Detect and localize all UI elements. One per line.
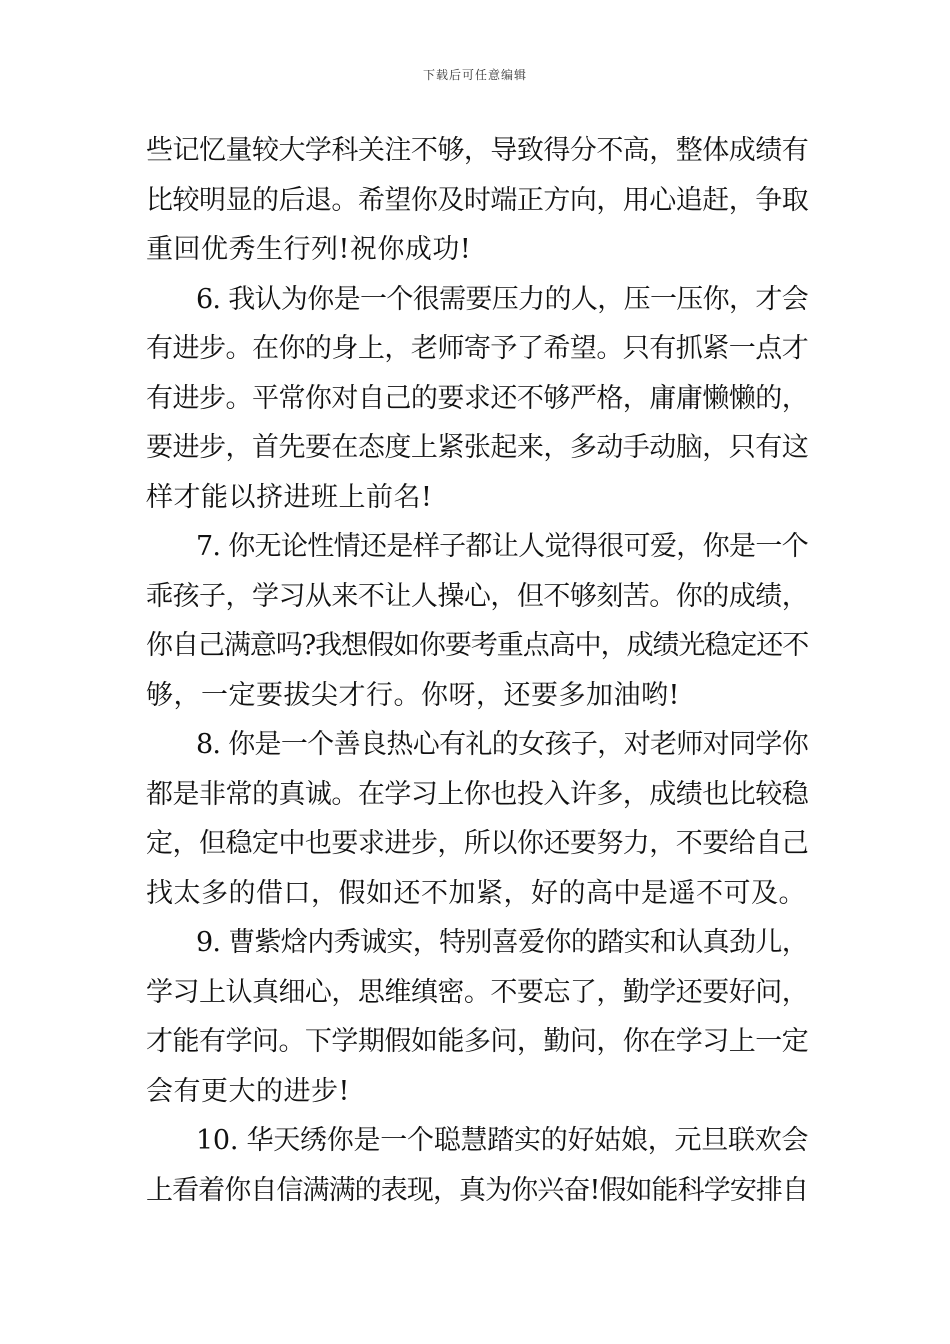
- text-line: 8. 你是一个善良热心有礼的女孩子，对老师对同学你: [196, 729, 808, 760]
- text-line: 够，一定要拔尖才行。你呀，还要多加油哟!: [146, 679, 680, 711]
- text-line: 些记忆量较大学科关注不够，导致得分不高，整体成绩有: [146, 135, 808, 166]
- text-line: 样才能以挤进班上前名!: [146, 481, 433, 513]
- text-line: 定，但稳定中也要求进步，所以你还要努力，不要给自己: [146, 828, 808, 859]
- text-line: 7. 你无论性情还是样子都让人觉得很可爱，你是一个: [196, 531, 808, 562]
- text-line: 找太多的借口，假如还不加紧，好的高中是遥不可及。: [146, 877, 806, 909]
- text-line: 学习上认真细心，思维缜密。不要忘了，勤学还要好问，: [146, 976, 808, 1008]
- text-line: 有进步。平常你对自己的要求还不够严格，庸庸懒懒的，: [146, 382, 808, 414]
- text-line: 才能有学问。下学期假如能多问，勤问，你在学习上一定: [146, 1026, 808, 1057]
- text-line: 重回优秀生行列!祝你成功!: [146, 234, 472, 265]
- text-line: 你自己满意吗?我想假如你要考重点高中，成绩光稳定还不: [146, 630, 808, 661]
- text-line: 会有更大的进步!: [146, 1075, 350, 1107]
- text-line: 有进步。在你的身上，老师寄予了希望。只有抓紧一点才: [146, 333, 808, 364]
- text-line: 要进步，首先要在态度上紧张起来，多动手动脑，只有这: [146, 432, 808, 463]
- text-line: 上看着你自信满满的表现，真为你兴奋!假如能科学安排自: [146, 1174, 808, 1206]
- text-line: 比较明显的后退。希望你及时端正方向，用心追赶，争取: [146, 184, 808, 216]
- document-body: [146, 126, 808, 1215]
- text-line: 都是非常的真诚。在学习上你也投入许多，成绩也比较稳: [146, 778, 808, 810]
- text-line: 乖孩子，学习从来不让人操心，但不够刻苦。你的成绩，: [146, 580, 808, 612]
- page-header: 下载后可任意编辑: [422, 68, 527, 82]
- text-line: 9. 曹紫焓内秀诚实，特别喜爱你的踏实和认真劲儿，: [196, 927, 808, 958]
- text-line: 6. 我认为你是一个很需要压力的人，压一压你，才会: [196, 283, 808, 315]
- text-line: 10. 华天绣你是一个聪慧踏实的好姑娘，元旦联欢会: [196, 1125, 809, 1156]
